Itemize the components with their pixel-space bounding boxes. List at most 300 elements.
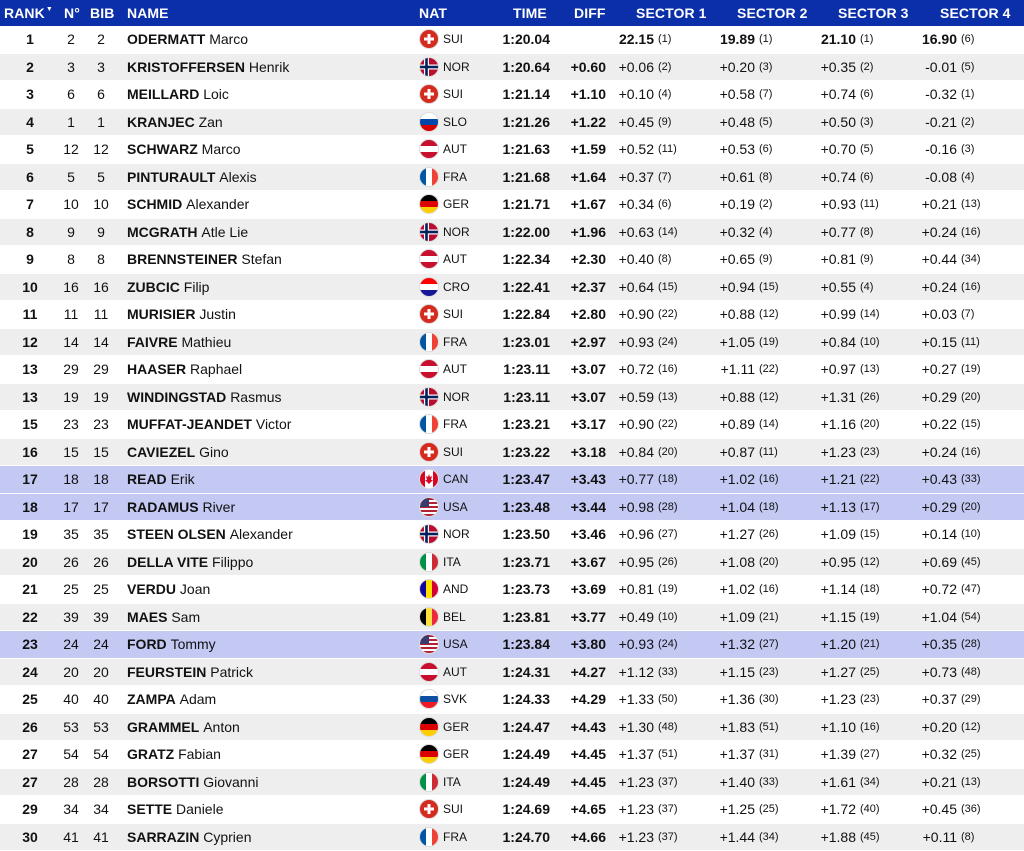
time-cell: 1:23.48 xyxy=(502,498,550,515)
nation-cell xyxy=(419,439,463,466)
sector-time: +1.23 xyxy=(618,828,654,845)
bib-cell: 53 xyxy=(93,718,109,735)
bib-cell: 5 xyxy=(97,168,105,185)
table-row[interactable] xyxy=(0,631,1024,659)
table-row[interactable] xyxy=(0,136,1024,164)
nation-cell xyxy=(419,686,467,713)
sector-1-cell xyxy=(592,714,682,741)
sector-rank: (13) xyxy=(658,390,678,403)
rank-cell: 23 xyxy=(22,636,38,653)
table-row[interactable] xyxy=(0,356,1024,384)
nation-cell xyxy=(419,109,467,136)
start-number-cell: 12 xyxy=(63,141,79,158)
sector-4-cell xyxy=(895,796,985,823)
athlete-name[interactable] xyxy=(127,796,224,823)
header-sector-3[interactable]: SECTOR 3 xyxy=(838,5,909,21)
sector-time: +0.90 xyxy=(618,306,654,323)
sector-1-cell xyxy=(592,109,682,136)
sector-2-cell xyxy=(693,659,783,686)
sector-time: +0.96 xyxy=(618,526,654,543)
nation-code: GER xyxy=(443,197,470,212)
bib-cell: 6 xyxy=(97,86,105,103)
sector-rank: (12) xyxy=(759,390,779,403)
sector-1-cell xyxy=(592,219,682,246)
sector-time: +0.81 xyxy=(820,251,856,268)
sector-rank: (34) xyxy=(860,775,880,788)
header-name[interactable]: NAME xyxy=(127,5,169,21)
sector-time: +0.24 xyxy=(921,223,957,240)
athlete-name[interactable] xyxy=(127,769,259,796)
sector-time: +1.40 xyxy=(719,773,755,790)
diff-cell: +4.65 xyxy=(570,801,606,818)
sector-time: +0.81 xyxy=(618,581,654,598)
flag-slovenia-icon xyxy=(419,112,439,132)
table-row[interactable] xyxy=(0,686,1024,714)
diff-cell: +4.43 xyxy=(570,718,606,735)
sector-rank: (12) xyxy=(961,720,981,733)
athlete-first-name: Patrick xyxy=(210,663,254,680)
athlete-name[interactable] xyxy=(127,81,229,108)
sector-rank: (4) xyxy=(860,280,874,293)
table-row[interactable] xyxy=(0,109,1024,137)
athlete-name[interactable] xyxy=(127,109,223,136)
start-number-cell: 8 xyxy=(67,251,75,268)
sector-rank: (8) xyxy=(759,170,773,183)
sector-time: +0.88 xyxy=(719,388,755,405)
sector-time: +1.37 xyxy=(618,746,654,763)
rank-cell: 16 xyxy=(22,443,38,460)
sector-time: -0.08 xyxy=(925,168,957,185)
diff-cell: +3.07 xyxy=(570,361,606,378)
sector-time: +0.20 xyxy=(719,58,755,75)
sector-rank: (51) xyxy=(658,748,678,761)
sector-rank: (27) xyxy=(759,638,779,651)
sector-1-cell xyxy=(592,549,682,576)
start-number-cell: 18 xyxy=(63,471,79,488)
bib-cell: 14 xyxy=(93,333,109,350)
nation-code: AND xyxy=(443,582,469,597)
sector-time: +1.61 xyxy=(820,773,856,790)
time-cell: 1:23.81 xyxy=(502,608,550,625)
sector-time: +0.72 xyxy=(921,581,957,598)
flag-france-icon xyxy=(419,167,439,187)
rank-cell: 24 xyxy=(22,663,38,680)
sector-3-cell xyxy=(794,191,884,218)
athlete-last-name: DELLA VITE xyxy=(127,553,209,570)
table-row[interactable] xyxy=(0,796,1024,824)
sector-rank: (6) xyxy=(860,170,874,183)
athlete-name[interactable] xyxy=(127,659,253,686)
sector-rank: (48) xyxy=(658,720,678,733)
nation-cell xyxy=(419,81,463,108)
flag-germany-icon xyxy=(419,194,439,214)
sector-time: +0.50 xyxy=(820,113,856,130)
flag-france-icon xyxy=(419,332,439,352)
table-row[interactable] xyxy=(0,54,1024,82)
start-number-cell: 15 xyxy=(63,443,79,460)
sector-rank: (3) xyxy=(961,143,975,156)
sector-4-cell xyxy=(895,659,985,686)
sector-rank: (33) xyxy=(759,775,779,788)
athlete-first-name: Mathieu xyxy=(181,333,232,350)
sector-rank: (16) xyxy=(759,473,779,486)
athlete-name[interactable] xyxy=(127,494,235,521)
table-row[interactable] xyxy=(0,219,1024,247)
flag-belgium-icon xyxy=(419,607,439,627)
sector-rank: (9) xyxy=(658,115,672,128)
header-sector-2[interactable]: SECTOR 2 xyxy=(737,5,808,21)
athlete-name[interactable] xyxy=(127,274,209,301)
header-rank-label: RANK xyxy=(4,5,45,21)
bib-cell: 1 xyxy=(97,113,105,130)
diff-cell: +3.07 xyxy=(570,388,606,405)
table-row[interactable] xyxy=(0,164,1024,192)
athlete-last-name: VERDU xyxy=(127,581,177,598)
rank-cell: 2 xyxy=(26,58,34,75)
diff-cell: +3.18 xyxy=(570,443,606,460)
athlete-name[interactable] xyxy=(127,246,282,273)
sector-time: +1.44 xyxy=(719,828,755,845)
sector-1-cell xyxy=(592,26,682,53)
sector-rank: (15) xyxy=(961,418,981,431)
sector-rank: (16) xyxy=(961,225,981,238)
sector-rank: (31) xyxy=(759,748,779,761)
time-cell: 1:24.49 xyxy=(502,746,550,763)
nation-cell xyxy=(419,246,467,273)
flag-norway-icon xyxy=(419,57,439,77)
nation-code: FRA xyxy=(443,417,467,432)
flag-andorra-icon xyxy=(419,579,439,599)
flag-norway-icon xyxy=(419,387,439,407)
start-number-cell: 3 xyxy=(67,58,75,75)
bib-cell: 15 xyxy=(93,443,109,460)
athlete-name[interactable] xyxy=(127,26,248,53)
athlete-name[interactable] xyxy=(127,301,236,328)
nation-code: AUT xyxy=(443,252,467,267)
sector-time: +1.23 xyxy=(820,443,856,460)
table-row[interactable] xyxy=(0,714,1024,742)
sector-rank: (20) xyxy=(860,418,880,431)
sector-time: +0.53 xyxy=(719,141,755,158)
header-bib[interactable]: BIB xyxy=(90,5,115,21)
athlete-name[interactable] xyxy=(127,411,291,438)
sector-2-cell xyxy=(693,576,783,603)
start-number-cell: 5 xyxy=(67,168,75,185)
sector-rank: (8) xyxy=(961,830,975,843)
sector-time: +1.21 xyxy=(820,471,856,488)
sector-time: 22.15 xyxy=(618,31,654,48)
sector-rank: (20) xyxy=(961,500,981,513)
athlete-last-name: GRATZ xyxy=(127,746,175,763)
bib-cell: 12 xyxy=(93,141,109,158)
flag-usa-icon xyxy=(419,497,439,517)
rank-cell: 19 xyxy=(22,526,38,543)
start-number-cell: 2 xyxy=(67,31,75,48)
header-sector-4[interactable]: SECTOR 4 xyxy=(940,5,1011,21)
flag-switzerland-icon xyxy=(419,29,439,49)
athlete-name[interactable] xyxy=(127,631,216,658)
athlete-name[interactable] xyxy=(127,219,248,246)
sector-rank: (20) xyxy=(961,390,981,403)
athlete-first-name: Henrik xyxy=(248,58,290,75)
sector-time: +1.27 xyxy=(820,663,856,680)
rank-cell: 25 xyxy=(22,691,38,708)
sector-time: +0.49 xyxy=(618,608,654,625)
sector-2-cell xyxy=(693,824,783,851)
sector-time: +0.77 xyxy=(618,471,654,488)
diff-cell: +4.45 xyxy=(570,746,606,763)
sector-rank: (28) xyxy=(961,638,981,651)
athlete-name[interactable] xyxy=(127,741,221,768)
bib-cell: 24 xyxy=(93,636,109,653)
table-row[interactable] xyxy=(0,604,1024,632)
table-row[interactable] xyxy=(0,411,1024,439)
table-row[interactable] xyxy=(0,384,1024,412)
start-number-cell: 19 xyxy=(63,388,79,405)
sector-rank: (26) xyxy=(860,390,880,403)
nation-cell xyxy=(419,26,463,53)
table-row[interactable] xyxy=(0,549,1024,577)
athlete-name[interactable] xyxy=(127,191,249,218)
athlete-last-name: KRANJEC xyxy=(127,113,195,130)
sector-rank: (6) xyxy=(961,33,975,46)
athlete-first-name: Atle Lie xyxy=(201,223,249,240)
time-cell: 1:23.84 xyxy=(502,636,550,653)
table-row[interactable] xyxy=(0,439,1024,467)
athlete-name[interactable] xyxy=(127,356,242,383)
start-number-cell: 28 xyxy=(63,773,79,790)
sector-time: +0.35 xyxy=(921,636,957,653)
sector-rank: (50) xyxy=(658,693,678,706)
sector-rank: (3) xyxy=(759,60,773,73)
table-row[interactable] xyxy=(0,659,1024,687)
diff-cell: +1.96 xyxy=(570,223,606,240)
sector-time: +1.16 xyxy=(820,416,856,433)
sector-time: +0.89 xyxy=(719,416,755,433)
athlete-name[interactable] xyxy=(127,439,229,466)
start-number-cell: 16 xyxy=(63,278,79,295)
flag-germany-icon xyxy=(419,744,439,764)
sector-rank: (1) xyxy=(759,33,773,46)
rank-cell: 3 xyxy=(26,86,34,103)
diff-cell: +4.66 xyxy=(570,828,606,845)
table-row[interactable] xyxy=(0,576,1024,604)
sector-rank: (6) xyxy=(860,88,874,101)
start-number-cell: 53 xyxy=(63,718,79,735)
nation-code: AUT xyxy=(443,142,467,157)
time-cell: 1:21.63 xyxy=(502,141,550,158)
sector-2-cell xyxy=(693,384,783,411)
header-diff[interactable]: DIFF xyxy=(574,5,606,21)
athlete-last-name: MUFFAT-JEANDET xyxy=(127,416,252,433)
nation-code: NOR xyxy=(443,527,470,542)
table-row[interactable] xyxy=(0,521,1024,549)
sector-rank: (2) xyxy=(961,115,975,128)
sector-2-cell xyxy=(693,521,783,548)
athlete-name[interactable] xyxy=(127,54,289,81)
header-sector-1[interactable]: SECTOR 1 xyxy=(636,5,707,21)
start-number-cell: 26 xyxy=(63,553,79,570)
time-cell: 1:21.14 xyxy=(502,86,550,103)
flag-france-icon xyxy=(419,414,439,434)
flag-switzerland-icon xyxy=(419,799,439,819)
sector-time: +0.99 xyxy=(820,306,856,323)
sector-rank: (15) xyxy=(860,528,880,541)
athlete-last-name: ZUBCIC xyxy=(127,278,180,295)
sector-3-cell xyxy=(794,26,884,53)
table-row[interactable] xyxy=(0,741,1024,769)
sector-rank: (22) xyxy=(759,363,779,376)
sector-time: +0.14 xyxy=(921,526,957,543)
athlete-last-name: BRENNSTEINER xyxy=(127,251,238,268)
athlete-name[interactable] xyxy=(127,384,282,411)
sector-2-cell xyxy=(693,439,783,466)
athlete-name[interactable] xyxy=(127,466,195,493)
sector-rank: (25) xyxy=(961,748,981,761)
sector-rank: (22) xyxy=(860,473,880,486)
nation-code: FRA xyxy=(443,334,467,349)
nation-code: ITA xyxy=(443,774,461,789)
sector-rank: (15) xyxy=(759,280,779,293)
sector-time: +1.27 xyxy=(719,526,755,543)
athlete-name[interactable] xyxy=(127,824,251,851)
sector-2-cell xyxy=(693,631,783,658)
time-cell: 1:24.49 xyxy=(502,773,550,790)
sector-3-cell xyxy=(794,824,884,851)
athlete-last-name: FEURSTEIN xyxy=(127,663,207,680)
nation-cell xyxy=(419,631,468,658)
table-row[interactable] xyxy=(0,466,1024,494)
sector-rank: (3) xyxy=(860,115,874,128)
athlete-first-name: Zan xyxy=(198,113,223,130)
sector-time: +0.72 xyxy=(618,361,654,378)
nation-cell xyxy=(419,741,469,768)
sector-2-cell xyxy=(693,356,783,383)
sector-4-cell xyxy=(895,136,985,163)
time-cell: 1:22.41 xyxy=(502,278,550,295)
sector-time: +0.21 xyxy=(921,196,957,213)
sector-time: +0.55 xyxy=(820,278,856,295)
athlete-name[interactable] xyxy=(127,164,257,191)
athlete-name[interactable] xyxy=(127,686,216,713)
nation-cell xyxy=(419,549,461,576)
athlete-name[interactable] xyxy=(127,576,210,603)
sector-time: +0.06 xyxy=(618,58,654,75)
start-number-cell: 25 xyxy=(63,581,79,598)
sector-1-cell xyxy=(592,439,682,466)
sector-1-cell xyxy=(592,411,682,438)
sector-4-cell xyxy=(895,329,985,356)
table-row[interactable] xyxy=(0,494,1024,522)
table-row[interactable] xyxy=(0,191,1024,219)
nation-cell xyxy=(419,466,468,493)
table-row[interactable] xyxy=(0,81,1024,109)
athlete-name[interactable] xyxy=(127,329,231,356)
table-row[interactable] xyxy=(0,329,1024,357)
time-cell: 1:22.00 xyxy=(502,223,550,240)
sector-time: +1.30 xyxy=(618,718,654,735)
nation-cell xyxy=(419,604,466,631)
sector-4-cell xyxy=(895,741,985,768)
sector-rank: (2) xyxy=(759,198,773,211)
sector-3-cell xyxy=(794,576,884,603)
nation-code: NOR xyxy=(443,59,470,74)
table-row[interactable] xyxy=(0,769,1024,797)
sector-2-cell xyxy=(693,604,783,631)
athlete-last-name: MAES xyxy=(127,608,168,625)
sector-rank: (15) xyxy=(658,280,678,293)
athlete-name[interactable] xyxy=(127,714,240,741)
sector-rank: (19) xyxy=(658,583,678,596)
start-number-cell: 20 xyxy=(63,663,79,680)
athlete-first-name: Alexis xyxy=(219,168,257,185)
athlete-last-name: SCHMID xyxy=(127,196,183,213)
time-cell: 1:23.11 xyxy=(503,388,550,405)
header-time[interactable]: TIME xyxy=(513,5,547,21)
sector-time: +0.97 xyxy=(820,361,856,378)
table-row[interactable] xyxy=(0,26,1024,54)
nation-code: USA xyxy=(443,499,468,514)
sector-4-cell xyxy=(895,714,985,741)
athlete-name[interactable] xyxy=(127,136,241,163)
header-rank[interactable] xyxy=(4,0,53,26)
sector-time: +1.02 xyxy=(719,471,755,488)
sector-rank: (18) xyxy=(860,583,880,596)
sector-3-cell xyxy=(794,769,884,796)
sector-4-cell xyxy=(895,274,985,301)
athlete-last-name: MCGRATH xyxy=(127,223,198,240)
table-row[interactable] xyxy=(0,301,1024,329)
nation-cell xyxy=(419,219,470,246)
athlete-last-name: RADAMUS xyxy=(127,498,199,515)
header-nat[interactable]: NAT xyxy=(419,5,448,21)
table-row[interactable] xyxy=(0,274,1024,302)
athlete-name[interactable] xyxy=(127,521,293,548)
athlete-name[interactable] xyxy=(127,604,200,631)
sector-rank: (14) xyxy=(860,308,880,321)
sector-1-cell xyxy=(592,54,682,81)
athlete-first-name: Marco xyxy=(201,141,241,158)
athlete-first-name: Alexander xyxy=(186,196,250,213)
sector-4-cell xyxy=(895,219,985,246)
sector-time: +0.58 xyxy=(719,86,755,103)
flag-norway-icon xyxy=(419,524,439,544)
sector-time: +0.24 xyxy=(921,278,957,295)
athlete-first-name: Rasmus xyxy=(230,388,282,405)
sector-rank: (37) xyxy=(658,775,678,788)
athlete-name[interactable] xyxy=(127,549,253,576)
sector-time: +1.02 xyxy=(719,581,755,598)
sector-1-cell xyxy=(592,356,682,383)
sector-2-cell xyxy=(693,796,783,823)
sort-desc-icon[interactable]: ▼ xyxy=(45,5,53,13)
sector-1-cell xyxy=(592,686,682,713)
athlete-first-name: Giovanni xyxy=(203,773,259,790)
time-cell: 1:23.50 xyxy=(502,526,550,543)
sector-rank: (18) xyxy=(658,473,678,486)
sector-rank: (34) xyxy=(759,830,779,843)
bib-cell: 17 xyxy=(93,498,109,515)
table-row[interactable] xyxy=(0,246,1024,274)
sector-2-cell xyxy=(693,494,783,521)
bib-cell: 16 xyxy=(93,278,109,295)
rank-cell: 17 xyxy=(22,471,38,488)
bib-cell: 2 xyxy=(97,31,105,48)
sector-rank: (8) xyxy=(860,225,874,238)
table-row[interactable] xyxy=(0,824,1024,851)
sector-rank: (14) xyxy=(759,418,779,431)
header-number[interactable]: N° xyxy=(64,5,80,21)
